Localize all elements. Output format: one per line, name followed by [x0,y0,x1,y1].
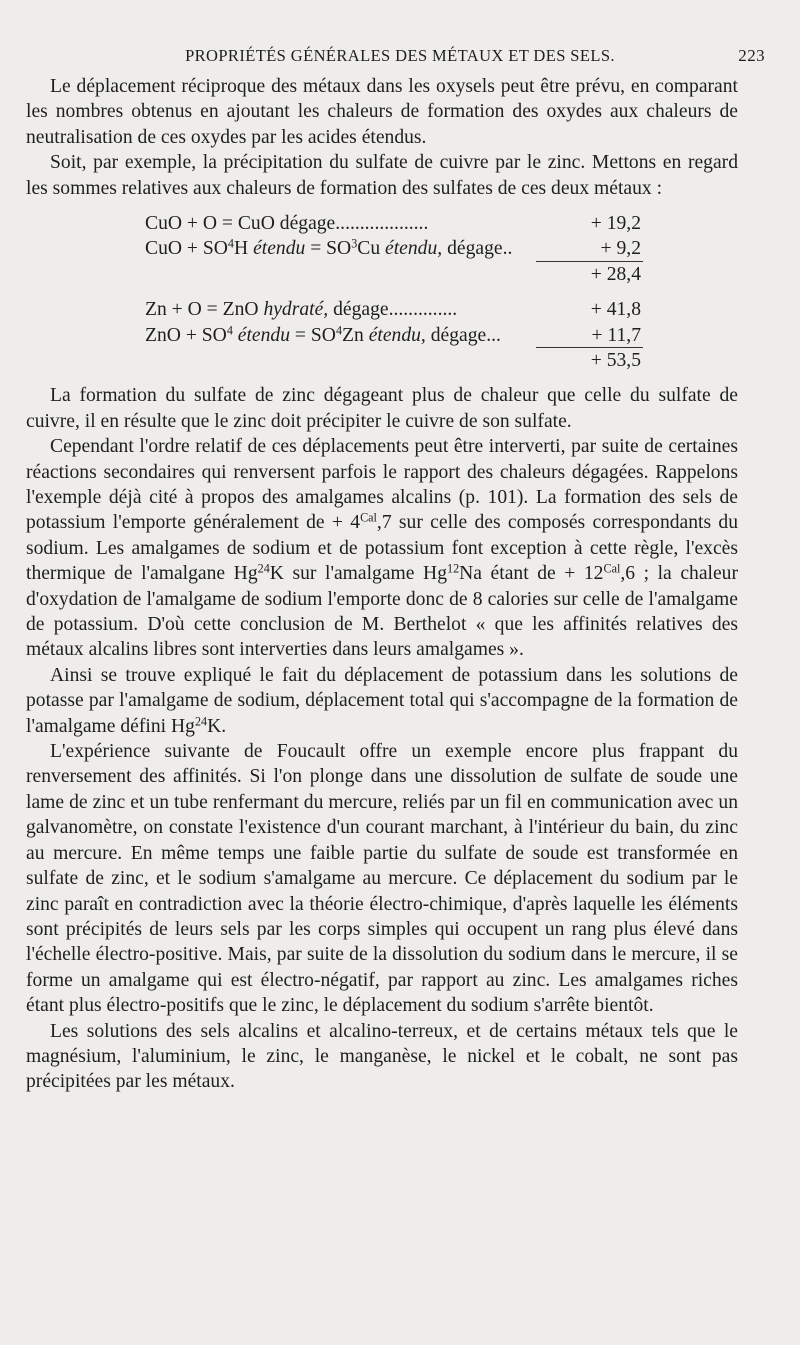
running-header [0,44,800,68]
paragraph-2: Soit, par exemple, la précipitation du sulfate de cuivre par le zinc. Mettons en regard les sommes relatives aux chaleurs de formation des sulfates de ces deux métaux : [26,152,738,199]
copper-total [26,262,738,287]
page-number: 223 [738,46,765,65]
zinc-equation-2-value: + 11,7 [591,324,641,346]
copper-total-value: + 28,4 [590,263,641,285]
paragraph-1: Le déplacement réciproque des métaux dans les oxysels peut être prévu, en comparant les nombres obtenus en ajoutant les chaleurs de formation des oxydes aux chaleurs de neutralisation de ces oxydes par les acides étendus. [26,76,738,148]
paragraph-6: L'expérience suivante de Foucault offre un exemple encore plus frappant du renversement des affinités. Si l'on plonge dans une dissolution de sulfate de soude une lame de zinc et un tube renfermant du mercure, reliés par un fil en communication avec un galvanomètre, on constate l'existence d'un courant marchant, à l'intérieur du bain, du zinc au mercure. En même temps une faible partie du sulfate de soude est transformée en sulfate de zinc, et le sodium s'amalgame au mercure. Ce déplacement du sodium par le zinc paraît en contradiction avec la théorie électro-chimique, d'après laquelle les éléments sont précipités de leurs sels par les corps simples qui occupent un rang plus élevé dans l'échelle électro-positive. Mais, par suite de la dissolution du sodium dans le mercure, il se forme un amalgame qui est électro-négatif, par rapport au zinc. Les amalgames riches étant plus électro-positifs que le zinc, le déplacement du sodium s'arrête bientôt. [26,741,738,1017]
zinc-equation-1: Zn + O = ZnO hydraté, dégage.............. + 41,8 [26,297,738,322]
zinc-equation-1-value: + 41,8 [590,299,641,321]
copper-equation-1-value: + 19,2 [590,213,641,235]
running-title: PROPRIÉTÉS GÉNÉRALES DES MÉTAUX ET DES SELS. [185,46,615,65]
paragraph-7: Les solutions des sels alcalins et alcalino-terreux, et de certains métaux tels que le magnésium, l'aluminium, le zinc, le manganèse, le nickel et le cobalt, ne sont pas précipitées par les métaux. [26,1020,738,1093]
copper-equation-2-value: + 9,2 [600,238,641,260]
zinc-total [26,348,738,373]
page-body [26,74,738,1095]
zinc-equation-2: ZnO + $SO^4$ étendu = $SO^4Zn$ étendu, dégage... + 11,7 [26,323,738,348]
copper-equation-1: CuO + O = CuO dégage................... + 19,2 [26,211,738,236]
zinc-total-value: + 53,5 [590,349,641,371]
paragraph-4: Cependant l'ordre relatif de ces déplacements peut être interverti, par suite de certaines réactions secondaires qui renversent parfois le rapport des chaleurs dégagées. Rappelons l'exemple déjà cité à propos des amalgames alcalins (p. 101). La formation des sels de potassium l'emporte généralement de + $4^{Cal},7$ sur celle des composés correspondants du sodium. Les amalgames de sodium et de potassium font exception à cette règle, l'excès thermique de l'amalgane Hg$^{24}$K sur l'amalgame Hg$^{12}$Na étant de + $12^{Cal},6$ ; la chaleur d'oxydation de l'amalgame de sodium l'emporte donc de 8 calories sur celle de l'amalgame de potassium. D'où cette conclusion de M. Berthelot « que les affinités relatives des métaux alcalins libres sont interverties dans leurs amalgames ». [26,436,738,661]
paragraph-5: Ainsi se trouve expliqué le fait du déplacement de potassium dans les solutions de potasse par l'amalgame de sodium, déplacement total qui s'accompagne de la formation de l'amalgame défini Hg$^{24}$K. [26,664,738,737]
paragraph-3: La formation du sulfate de zinc dégageant plus de chaleur que celle du sulfate de cuivre, il en résulte que le zinc doit précipiter le cuivre de son sulfate. [26,385,738,432]
copper-equation-2: CuO + $SO^4H$ étendu = $SO^3Cu$ étendu, dégage.. + 9,2 [26,236,738,261]
